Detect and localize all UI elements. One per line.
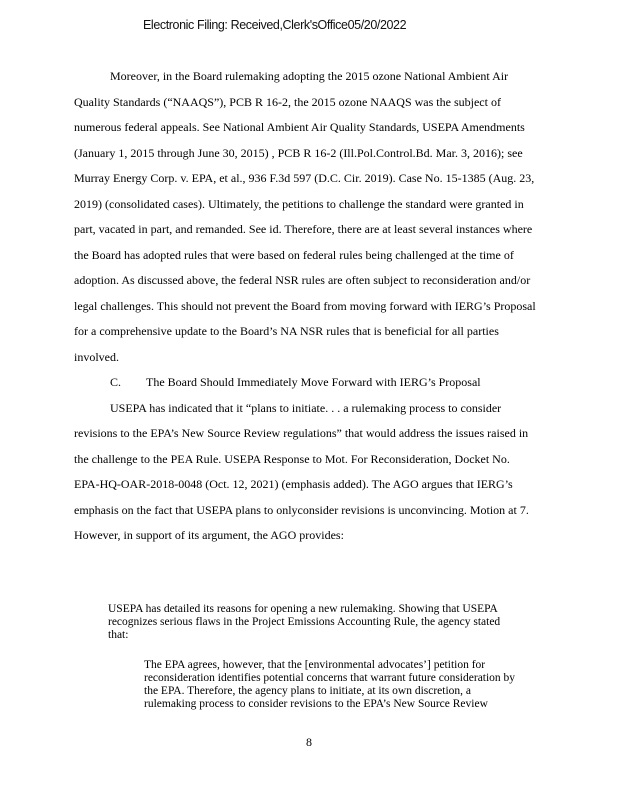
text-line: numerous federal appeals. See National Ambient Air Quality Standards, USEPA Amendments [74, 120, 525, 134]
text-line: legal challenges. This should not prevent the Board from moving forward with IERG’s Proposal [74, 298, 536, 313]
page-number: 8 [306, 735, 312, 749]
section-title: The Board Should Immediately Move Forward with IERG’s Proposal [146, 375, 481, 389]
text-line: emphasis on the fact that USEPA plans to onlyconsider revisions is unconvincing. Motion at 7. [74, 502, 529, 517]
text-line: EPA-HQ-OAR-2018-0048 (Oct. 12, 2021) (emphasis added). The AGO argues that IERG’s [74, 477, 513, 491]
text-line: the challenge to the PEA Rule. USEPA Response to Mot. For Reconsideration, Docket No. [74, 451, 510, 466]
text-line: 2019) (consolidated cases). Ultimately, the petitions to challenge the standard were granted in [74, 196, 524, 211]
text-line: part, vacated in part, and remanded. See id. Therefore, there are at least several instances where [74, 222, 533, 236]
text-line: involved. [74, 349, 119, 364]
text-line: the Board has adopted rules that were based on federal rules being challenged at the time of [74, 247, 514, 262]
text-line: revisions to the EPA’s New Source Review regulations” that would address the issues raised in [74, 426, 529, 440]
quote-line: the EPA. Therefore, the agency plans to initiate, at its own discretion, a [144, 685, 472, 697]
text-line: adoption. As discussed above, the federal NSR rules are often subject to reconsideration and/or [74, 273, 531, 287]
text-line: However, in support of its argument, the AGO provides: [74, 528, 344, 542]
text-line: for a comprehensive update to the Board’s NA NSR rules that is beneficial for all parties [74, 324, 499, 338]
section-letter: C. [110, 375, 122, 389]
text-line: Quality Standards (“NAAQS”), PCB R 16-2, the 2015 ozone NAAQS was the subject of [74, 94, 501, 109]
section-heading [74, 370, 536, 396]
text-line: (January 1, 2015 through June 30, 2015) , PCB R 16-2 (Ill.Pol.Control.Bd. Mar. 3, 2016); see [74, 145, 523, 160]
quote-line: USEPA has detailed its reasons for opening a new rulemaking. Showing that USEPA [108, 603, 498, 615]
quote-line: reconsideration identifies potential concerns that warrant future consideration by [144, 672, 516, 684]
text-line: Murray Energy Corp. v. EPA, et al., 936 F.3d 597 (D.C. Cir. 2019). Case No. 15-1385 (Aug. 23, [74, 171, 535, 185]
text-line: Moreover, in the Board rulemaking adopting the 2015 ozone National Ambient Air [110, 69, 509, 83]
quote-line: that: [108, 629, 129, 641]
quote-line: rulemaking process to consider revisions to the EPA’s New Source Review [144, 698, 488, 710]
nested-quote [144, 659, 544, 711]
quote-line: The EPA agrees, however, that the [environmental advocates’] petition for [144, 659, 486, 671]
text-line: USEPA has indicated that it “plans to initiate. . . a rulemaking process to consider [110, 400, 502, 415]
quote-line: recognizes serious flaws in the Project Emissions Accounting Rule, the agency stated [108, 616, 501, 628]
block-quote [108, 603, 528, 642]
electronic-filing-header: Electronic Filing: Received,Clerk'sOffice05/20/2022 [143, 18, 407, 32]
paragraph-1 [74, 64, 536, 549]
